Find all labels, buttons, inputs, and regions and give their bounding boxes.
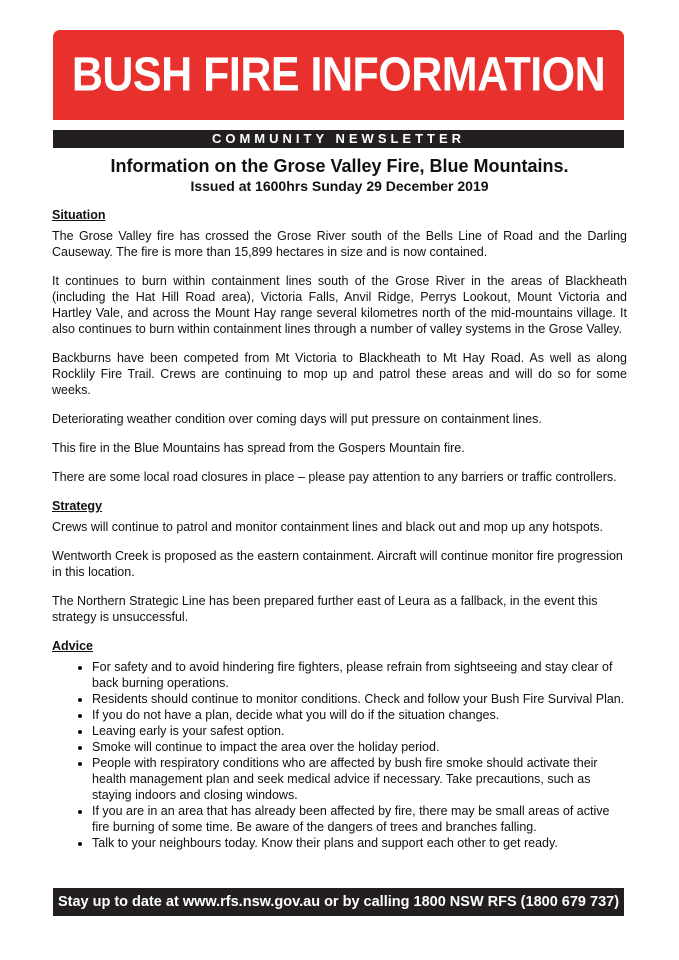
advice-heading: Advice [52,639,93,653]
strategy-heading: Strategy [52,499,103,513]
newsletter-body [52,207,627,851]
document-title: Information on the Grose Valley Fire, Blue Mountains. [110,156,569,176]
advice-item: • If you are in an area that has already been affected by fire, there may be small areas of active fire burning of some time. Be aware of the dangers of trees and branches falling. [92,803,627,835]
newsletter-bar: COMMUNITY NEWSLETTER [53,130,624,148]
advice-item: • People with respiratory conditions who are affected by bush fire smoke should activate their health management plan and seek medical advice if necessary. Take precautions, such as staying indoors and closing windows. [92,755,627,803]
situation-heading: Situation [52,208,106,222]
header-title: BUSH FIRE INFORMATION [71,47,606,102]
situation-paragraph: There are some local road closures in place – please pay attention to any barriers or traffic controllers. [52,470,617,484]
situation-paragraph: Deteriorating weather condition over coming days will put pressure on containment lines. [52,412,542,426]
advice-item: • Smoke will continue to impact the area over the holiday period. [92,739,627,755]
strategy-paragraph: The Northern Strategic Line has been prepared further east of Leura as a fallback, in the event this strategy is unsuccessful. [52,594,598,624]
strategy-paragraph: Wentworth Creek is proposed as the eastern containment. Aircraft will continue monitor fire progression in this location. [52,549,623,579]
advice-item: • Residents should continue to monitor conditions. Check and follow your Bush Fire Survival Plan. [92,691,627,707]
situation-paragraph: Backburns have been competed from Mt Victoria to Blackheath to Mt Hay Road. As well as along Rocklily Fire Trail. Crews are continuing to mop up and patrol these areas and will do so for some weeks. [52,351,627,397]
issued-time: Issued at 1600hrs Sunday 29 December 2019 [190,178,489,194]
footer-contact-bar: Stay up to date at www.rfs.nsw.gov.au or by calling 1800 NSW RFS (1800 679 737) [53,888,624,916]
advice-item: • For safety and to avoid hindering fire fighters, please refrain from sightseeing and stay clear of back burning operations. [92,659,627,691]
situation-paragraph: The Grose Valley fire has crossed the Grose River south of the Bells Line of Road and the Darling Causeway. The fire is more than 15,899 hectares in size and is now contained. [52,229,627,259]
advice-item: • If you do not have a plan, decide what you will do if the situation changes. [92,707,627,723]
advice-item: • Talk to your neighbours today. Know their plans and support each other to get ready. [92,835,627,851]
advice-item: • Leaving early is your safest option. [92,723,627,739]
situation-paragraph: This fire in the Blue Mountains has spread from the Gospers Mountain fire. [52,441,465,455]
situation-paragraph: It continues to burn within containment lines south of the Grose River in the areas of Blackheath (including the Hat Hill Road area), Victoria Falls, Anvil Ridge, Perrys Lookout, Mount Victoria and Hartley Vale, and across the Mount Hay range several kilometres north of the mid-mountains village. It also continues to burn within containment lines through a number of valley systems in the Grose Valley. [52,274,627,336]
strategy-paragraph: Crews will continue to patrol and monitor containment lines and black out and mop up any hotspots. [52,520,604,534]
header-banner [53,30,624,120]
advice-list [52,659,627,851]
